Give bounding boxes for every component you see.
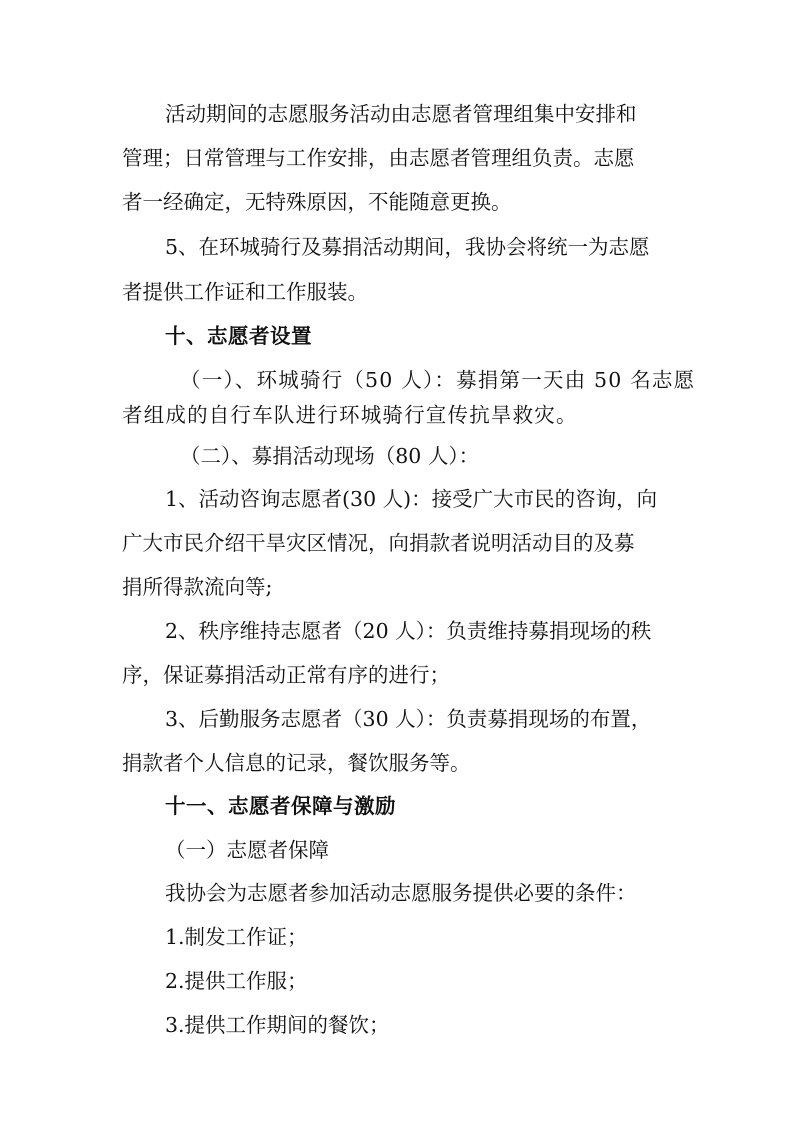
section-11-intro: 我协会为志愿者参加活动志愿服务提供必要的条件： <box>165 881 637 905</box>
section-11-heading: 十一、志愿者保障与激励 <box>165 794 396 818</box>
section-10-sub2-heading: （二）、募捐活动现场（80 人）： <box>180 444 480 468</box>
item-2-line-2: 序，保证募捐活动正常有序的进行； <box>122 663 450 687</box>
item-1-line-3: 捐所得款流向等; <box>122 575 273 599</box>
item-2-line-1: 2、秩序维持志愿者（20 人）：负责维持募捐现场的秩 <box>165 619 652 643</box>
item-3-line-1: 3、后勤服务志愿者（30 人）：负责募捐现场的布置， <box>165 707 652 731</box>
item-3-line-2: 捐款者个人信息的记录，餐饮服务等。 <box>122 751 471 775</box>
paragraph-2-line-2: 者提供工作证和工作服装。 <box>122 280 368 304</box>
section-11-item-1: 1.制发工作证； <box>165 925 308 949</box>
paragraph-1-line-2: 管理；日常管理与工作安排，由志愿者管理组负责。志愿 <box>122 146 635 170</box>
paragraph-1-line-1: 活动期间的志愿服务活动由志愿者管理组集中安排和 <box>165 102 637 126</box>
section-11-sub1: （一）志愿者保障 <box>165 838 329 862</box>
paragraph-2-line-1: 5、在环城骑行及募捐活动期间，我协会将统一为志愿 <box>165 235 650 259</box>
section-10-heading: 十、志愿者设置 <box>165 324 312 348</box>
paragraph-1-line-3: 者一经确定，无特殊原因，不能随意更换。 <box>122 190 512 214</box>
section-11-item-3: 3.提供工作期间的餐饮； <box>165 1013 390 1037</box>
item-1-line-1: 1、活动咨询志愿者(30 人)：接受广大市民的咨询，向 <box>165 487 658 511</box>
item-1-line-2: 广大市民介绍干旱灾区情况，向捐款者说明活动目的及募 <box>122 531 635 555</box>
section-10-sub1-line-2: 者组成的自行车队进行环城骑行宣传抗旱救灾。 <box>122 403 578 427</box>
section-10-sub1-line-1: （一）、环城骑行（50 人）：募捐第一天由 50 名志愿 <box>180 368 696 392</box>
section-11-item-2: 2.提供工作服； <box>165 969 308 993</box>
